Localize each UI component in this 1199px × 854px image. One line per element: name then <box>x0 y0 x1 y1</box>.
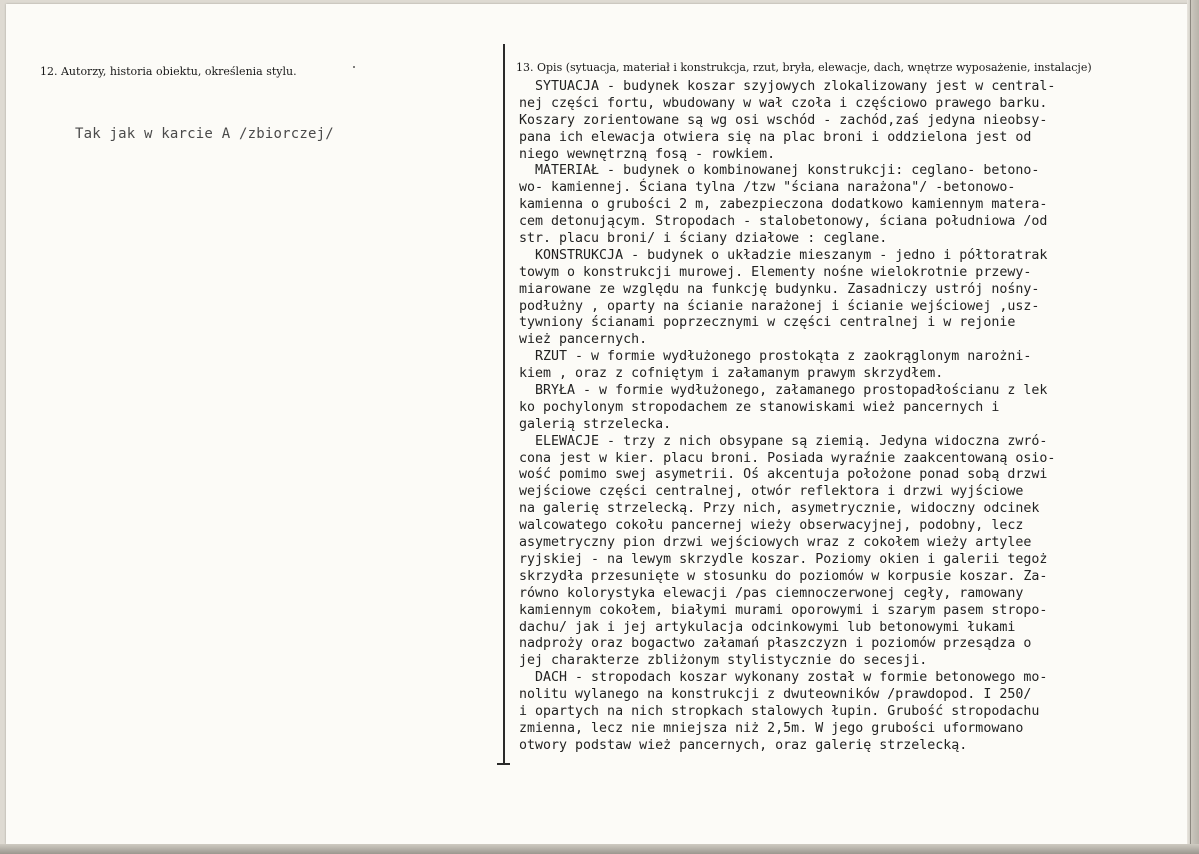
section-12-header: 12. Autorzy, historia obiektu, określenia stylu. <box>40 65 297 78</box>
description-line: galerią strzelecka. <box>519 416 672 432</box>
column-divider-foot <box>497 763 510 765</box>
description-line: nadproży oraz bogactwo załamań płaszczyzn i poziomów przesądza o <box>519 636 1032 652</box>
description-line: cem detonującym. Stropodach - stalobetonowy, ściana południowa /od <box>519 214 1048 230</box>
description-line: asymetryczny pion drzwi wejściowych wraz z cokołem wieży artylee <box>519 535 1032 551</box>
ink-speck <box>353 66 355 68</box>
description-line: DACH - stropodach koszar wykonany został w formie betonowego mo- <box>519 670 1048 686</box>
description-line: podłużny , oparty na ścianie narażonej i ścianie wejściowej ,usz- <box>519 298 1040 314</box>
description-line: ELEWACJE - trzy z nich obsypane są ziemią. Jedyna widoczna zwró- <box>519 433 1048 449</box>
description-line: i opartych na nich stropkach stalowych łupin. Grubość stropodachu <box>519 703 1040 719</box>
description-line: walcowatego cokołu pancernej wieży obserwacyjnej, podobny, lecz <box>519 518 1024 534</box>
section-13-header: 13. Opis (sytuacja, materiał i konstrukcja, rzut, bryła, elewacje, dach, wnętrze wyposażenie, instalacje) <box>516 61 1092 74</box>
description-line: dachu/ jak i jej artykulacja odcinkowymi lub betonowymi łukami <box>519 619 1016 635</box>
description-line: BRYŁA - w formie wydłużonego, załamanego prostopadłościanu z lek <box>519 383 1048 399</box>
description-line: niego wewnętrzną fosą - rowkiem. <box>519 146 776 162</box>
description-line: kiem , oraz z cofniętym i załamanym prawym skrzydłem. <box>519 366 944 382</box>
description-line: KONSTRUKCJA - budynek o układzie mieszanym - jedno i półtoratrak <box>519 247 1048 263</box>
description-line: MATERIAŁ - budynek o kombinowanej konstrukcji: ceglano- betono- <box>519 163 1040 179</box>
description-line: jej charakterze zbliżonym stylistycznie do secesji. <box>519 653 928 669</box>
page-edge-bottom <box>0 844 1199 854</box>
description-line: nej części fortu, wbudowany w wał czoła i częściowo prawego barku. <box>519 95 1048 111</box>
description-line: nolitu wylanego na konstrukcji z dwuteowników /prawdopod. I 250/ <box>519 687 1032 703</box>
description-line: wejściowe części centralnej, otwór reflektora i drzwi wyjściowe <box>519 484 1024 500</box>
description-line: RZUT - w formie wydłużonego prostokąta z zaokrąglonym narożni- <box>519 349 1032 365</box>
description-line: kamienna o grubości 2 m, zabezpieczona dodatkowo kamiennym matera- <box>519 197 1048 213</box>
description-line: równo kolorystyka elewacji /pas ciemnoczerwonej cegły, ramowany <box>519 585 1024 601</box>
section-12-text: Tak jak w karcie A /zbiorczej/ <box>75 126 334 142</box>
description-line: otwory podstaw wież pancernych, oraz galerię strzelecką. <box>519 737 968 753</box>
description-line: Koszary zorientowane są wg osi wschód - zachód,zaś jedyna nieobsy- <box>519 112 1048 128</box>
description-line: kamiennym cokołem, białymi murami oporowymi i szarym pasem stropo- <box>519 602 1048 618</box>
description-line: wość pomimo swej asymetrii. Oś akcentuja położone ponad sobą drzwi <box>519 467 1048 483</box>
description-line: na galerię strzelecką. Przy nich, asymetrycznie, widoczny odcinek <box>519 501 1040 517</box>
description-line: wo- kamiennej. Ściana tylna /tzw "ściana narażona"/ -betonowo- <box>519 180 1016 196</box>
section-13-description <box>519 79 1199 755</box>
description-line: tywniony ścianami poprzecznymi w części centralnej i w rejonie <box>519 315 1016 331</box>
description-line: skrzydła przesunięte w stosunku do poziomów w korpusie koszar. Za- <box>519 568 1048 584</box>
description-line: ko pochylonym stropodachem ze stanowiskami wież pancernych i <box>519 399 1000 415</box>
description-line: towym o konstrukcji murowej. Elementy nośne wielokrotnie przewy- <box>519 264 1032 280</box>
description-line: wież pancernych. <box>519 332 648 348</box>
description-line: ryjskiej - na lewym skrzydle koszar. Poziomy okien i galerii tegoż <box>519 551 1048 567</box>
column-divider <box>503 44 505 764</box>
description-line: cona jest w kier. placu broni. Posiada wyraźnie zaakcentowaną osio- <box>519 450 1056 466</box>
description-line: zmienna, lecz nie mniejsza niż 2,5m. W jego grubości uformowano <box>519 720 1024 736</box>
description-line: pana ich elewacja otwiera się na plac broni i oddzielona jest od <box>519 129 1032 145</box>
description-line: SYTUACJA - budynek koszar szyjowych zlokalizowany jest w central- <box>519 79 1056 94</box>
description-line: str. placu broni/ i ściany działowe : ceglane. <box>519 231 888 247</box>
description-line: miarowane ze względu na funkcję budynku. Zasadniczy ustrój nośny- <box>519 281 1040 297</box>
